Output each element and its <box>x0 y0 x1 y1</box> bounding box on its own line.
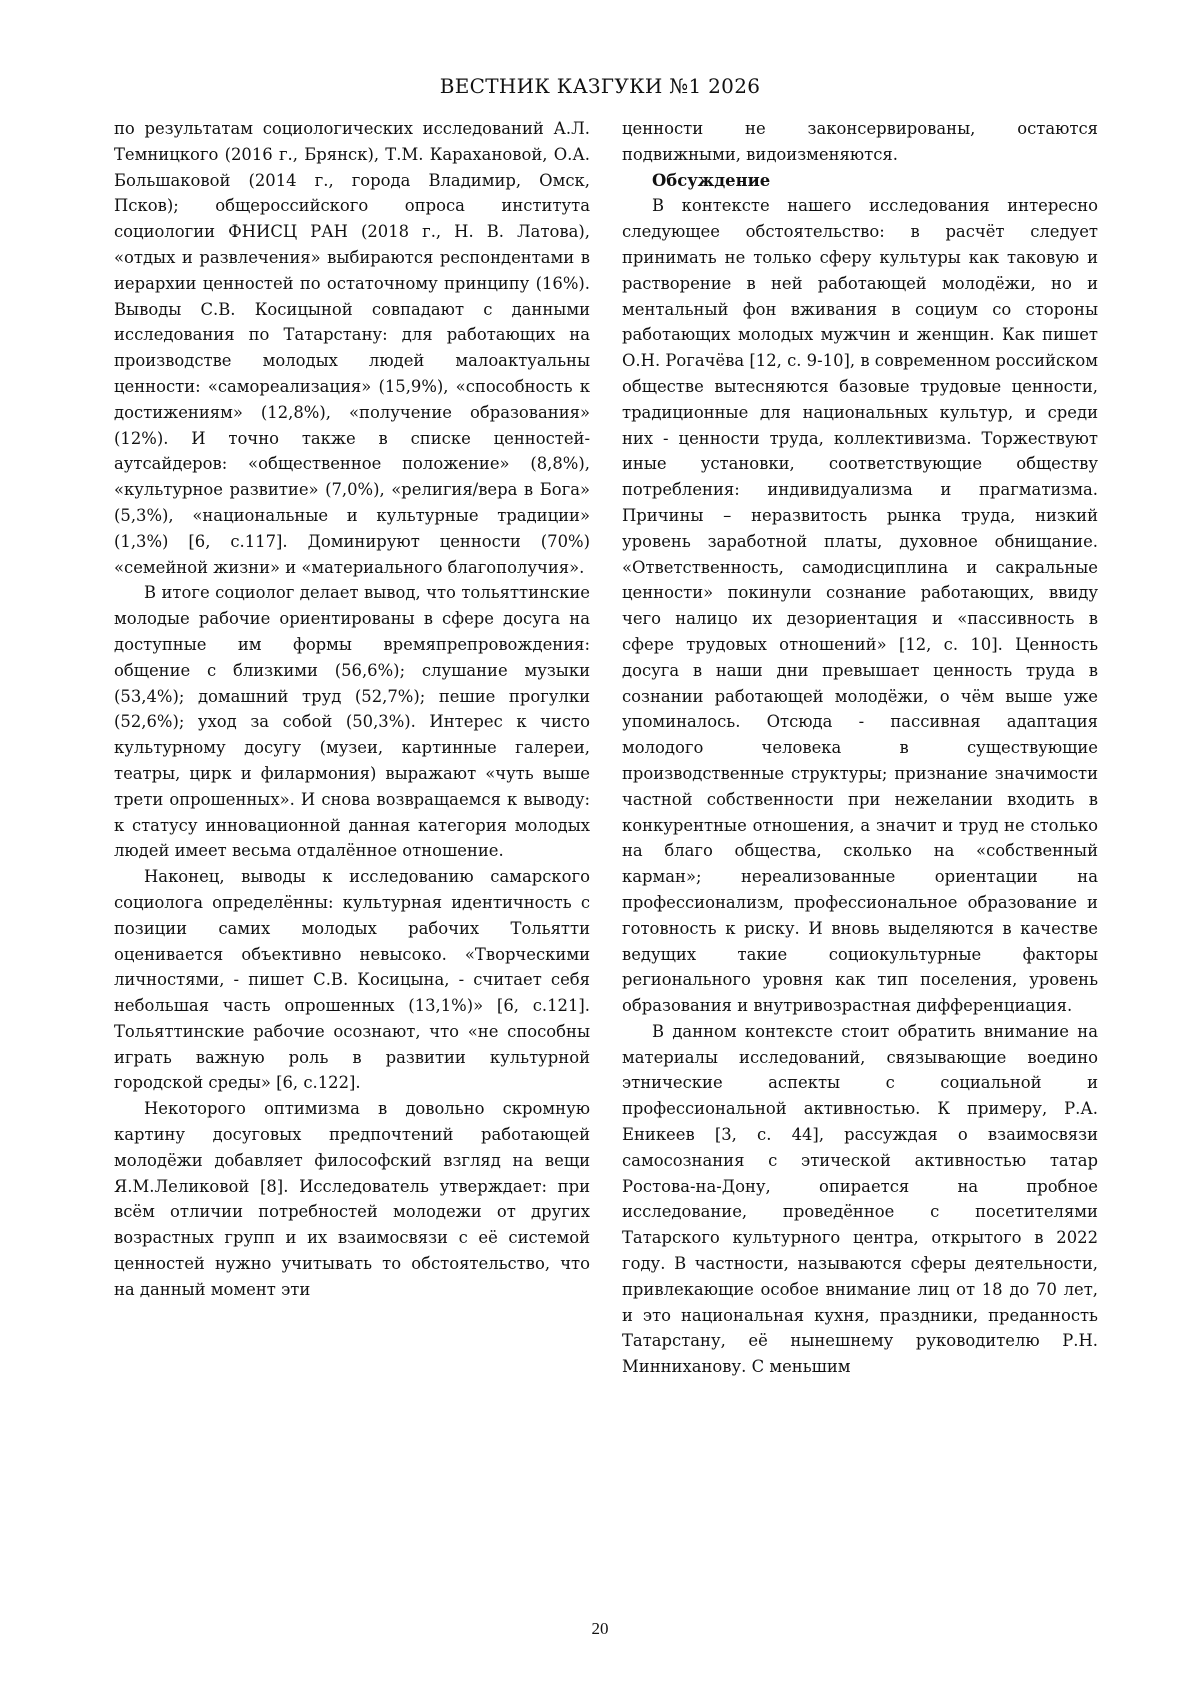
section-heading-discussion: Обсуждение <box>652 170 771 190</box>
left-column <box>114 116 590 1586</box>
page-number: 20 <box>591 1619 609 1638</box>
paragraph-ethnic-aspects: В данном контексте стоит обратить внимание на материалы исследований, связывающие воедино этнические аспекты с социальной и профессиональной активностью. К примеру, Р.А. Еникеев [3, с. 44], рассуждая о взаимосвязи самосознания с этической активностью татар Ростова-на-Дону, опирается на пробное исследование, проведённое с посетителями Татарского культурного центра, открытого в 2022 году. В частности, называются сферы деятельности, привлекающие особое внимание лиц от 18 до 70 лет, и это национальная кухня, праздники, преданность Татарстану, её нынешнему руководителю Р.Н. Минниханову. С меньшим <box>622 1021 1098 1377</box>
right-column <box>622 116 1098 1586</box>
paragraph-values-continuation: ценности не законсервированы, остаются подвижными, видоизменяются. <box>622 119 1098 164</box>
paragraph-discussion-context: В контексте нашего исследования интересно следующее обстоятельство: в расчёт следует принимать не только сферу культуры как таковую и растворение в ней работающей молодёжи, но и ментальный фон вживания в социум со стороны работающих молодых мужчин и женщин. Как пишет О.Н. Рогачёва [12, с. 9-10], в современном российском обществе вытесняются базовые трудовые ценности, традиционные для национальных культур, и среди них - ценности труда, коллективизма. Торжествуют иные установки, соответствующие обществу потребления: индивидуализма и прагматизма. Причины – неразвитость рынка труда, низкий уровень заработной платы, духовное обнищание. «Ответственность, самодисциплина и сакральные ценности» покинули сознание работающих, ввиду чего налицо их дезориентация и «пассивность в сфере трудовых отношений» [12, с. 10]. Ценность досуга в наши дни превышает ценность труда в сознании работающей молодёжи, о чём выше уже упоминалось. Отсюда - пассивная адаптация молодого человека в существующие производственные структуры; признание значимости частной собственности при нежелании входить в конкурентные отношения, а значит и труд не столько на благо общества, сколько на «собственный карман»; нереализованные ориентации на профессионализм, профессиональное образование и готовность к риску. И вновь выделяются в качестве ведущих такие социокультурные факторы регионального уровня как тип поселения, уровень образования и внутривозрастная дифференциация. <box>622 196 1098 1016</box>
paragraph-leisure-conclusion: В итоге социолог делает вывод, что тольяттинские молодые рабочие ориентированы в сфере досуга на доступные им формы времяпрепровождения: общение с близкими (56,6%); слушание музыки (53,4%); домашний труд (52,7%); пешие прогулки (52,6%); уход за собой (50,3%). Интерес к чисто культурному досугу (музеи, картинные галереи, театры, цирк и филармония) выражают «чуть выше трети опрошенных». И снова возвращаемся к выводу: к статусу инновационной данная категория молодых людей имеет весьма отдалённое отношение. <box>114 583 590 861</box>
paragraph-optimism: Некоторого оптимизма в довольно скромную картину досуговых предпочтений работающей молодёжи добавляет философский взгляд на вещи Я.М.Леликовой [8]. Исследователь утверждает: при всём отличии потребностей молодежи от других возрастных групп и их взаимосвязи с её системой ценностей нужно учитывать то обстоятельство, что на данный момент эти <box>114 1099 590 1299</box>
running-header: ВЕСТНИК КАЗГУКИ №1 2026 <box>439 74 761 98</box>
paragraph-cultural-identity: Наконец, выводы к исследованию самарского социолога определённы: культурная идентичность с позиции самих молодых рабочих Тольятти оценивается объективно невысоко. «Творческими личностями, - пишет С.В. Косицына, - считает себя небольшая часть опрошенных (13,1%)» [6, с.121]. Тольяттинские рабочие осознают, что «не способны играть важную роль в развитии культурной городской среды» [6, с.122]. <box>114 867 590 1093</box>
paragraph-continuation: по результатам социологических исследований А.Л. Темницкого (2016 г., Брянск), Т.М. Карахановой, О.А. Большаковой (2014 г., города Владимир, Омск, Псков); общероссийского опроса института социологии ФНИСЦ РАН (2018 г., Н. В. Латова), «отдых и развлечения» выбираются респондентами в иерархии ценностей по остаточному принципу (16%). Выводы С.В. Косицыной совпадают с данными исследования по Татарстану: для работающих на производстве молодых людей малоактуальны ценности: «самореализация» (15,9%), «способность к достижениям» (12,8%), «получение образования» (12%). И точно также в списке ценностей-аутсайдеров: «общественное положение» (8,8%), «культурное развитие» (7,0%), «религия/вера в Бога» (5,3%), «национальные и культурные традиции» (1,3%) [6, с.117]. Доминируют ценности (70%) «семейной жизни» и «материального благополучия». <box>114 119 590 577</box>
